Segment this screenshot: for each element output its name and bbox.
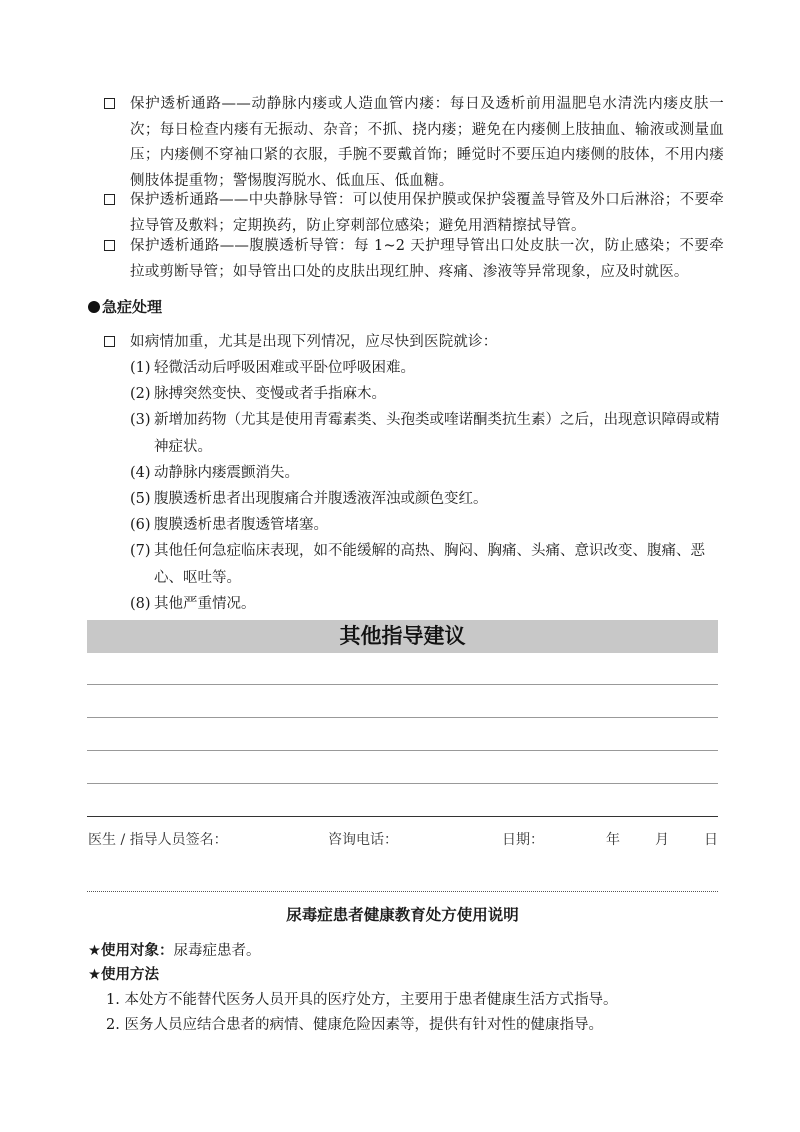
other-advice-banner: 其他指导建议 — [87, 620, 718, 653]
emergency-intro: 如病情加重，尤其是出现下列情况，应尽快到医院就诊： — [130, 334, 498, 350]
checklist-item-cvc — [104, 188, 724, 239]
day-label: 日 — [704, 832, 718, 848]
list-item: (7) 其他任何急症临床表现，如不能缓解的高热、胸闷、胸痛、头痛、意识改变、腹痛、恶心、呕吐等。 — [130, 543, 705, 586]
usage-method-heading: ★使用方法 — [88, 967, 159, 983]
divider — [87, 891, 718, 892]
doctor-signature-label: 医生 / 指导人员签名： — [88, 832, 228, 848]
writing-line[interactable] — [87, 717, 718, 718]
checkbox[interactable] — [104, 336, 115, 347]
phone-label: 咨询电话： — [328, 832, 398, 848]
list-item: (5) 腹膜透析患者出现腹痛合并腹透液浑浊或颜色变红。 — [130, 491, 488, 508]
checklist-text: 保护透析通路——中央静脉导管：可以使用保护膜或保护袋覆盖导管及外口后淋浴；不要牵拉导管及敷料；定期换药，防止穿刺部位感染；避免用酒精擦拭导管。 — [130, 192, 724, 234]
bullet-icon — [88, 301, 100, 313]
usage-method-item: 2. 医务人员应结合患者的病情、健康危险因素等，提供有针对性的健康指导。 — [106, 1017, 603, 1033]
month-label: 月 — [655, 832, 669, 848]
date-label: 日期： — [502, 832, 544, 848]
checkbox[interactable] — [104, 194, 115, 205]
checklist-item-pd — [104, 234, 724, 285]
emergency-intro-item — [104, 330, 724, 356]
writing-line[interactable] — [87, 783, 718, 784]
list-item: (1) 轻微活动后呼吸困难或平卧位呼吸困难。 — [130, 360, 415, 376]
emergency-list — [130, 355, 724, 617]
list-item: (4) 动静脉内瘘震颤消失。 — [130, 464, 299, 481]
list-item: (3) 新增加药物（尤其是使用青霉素类、头孢类或喹诺酮类抗生素）之后，出现意识障碍或精神症状。 — [130, 412, 720, 455]
writing-line[interactable] — [87, 750, 718, 751]
checklist-text: 保护透析通路——动静脉内瘘或人造血管内瘘：每日及透析前用温肥皂水清洗内瘘皮肤一次；每日检查内瘘有无振动、杂音；不抓、挠内瘘；避免在内瘘侧上肢抽血、输液或测量血压；内瘘侧不穿袖口紧的衣服，手腕不要戴首饰；睡觉时不要压迫内瘘侧的肢体，不用内瘘侧肢体提重物；警惕腹泻脱水、低血压、低血糖。 — [130, 96, 724, 189]
instructions-title: 尿毒症患者健康教育处方使用说明 — [286, 906, 519, 924]
emergency-heading: 急症处理 — [88, 296, 162, 317]
usage-target: ★使用对象：尿毒症患者。 — [88, 943, 261, 959]
year-label: 年 — [606, 832, 620, 848]
checklist-item-avf — [104, 92, 724, 194]
checkbox[interactable] — [104, 98, 115, 109]
checkbox[interactable] — [104, 240, 115, 251]
checklist-text: 保护透析通路——腹膜透析导管：每 1~2 天护理导管出口处皮肤一次，防止感染；不要牵拉或剪断导管；如导管出口处的皮肤出现红肿、疼痛、渗液等异常现象，应及时就医。 — [130, 238, 724, 280]
writing-line[interactable] — [87, 816, 718, 817]
list-item: (2) 脉搏突然变快、变慢或者手指麻木。 — [130, 386, 386, 403]
writing-line[interactable] — [87, 684, 718, 685]
list-item: (8) 其他严重情况。 — [130, 595, 256, 612]
list-item: (6) 腹膜透析患者腹透管堵塞。 — [130, 517, 328, 534]
usage-method-item: 1. 本处方不能替代医务人员开具的医疗处方，主要用于患者健康生活方式指导。 — [106, 992, 618, 1008]
